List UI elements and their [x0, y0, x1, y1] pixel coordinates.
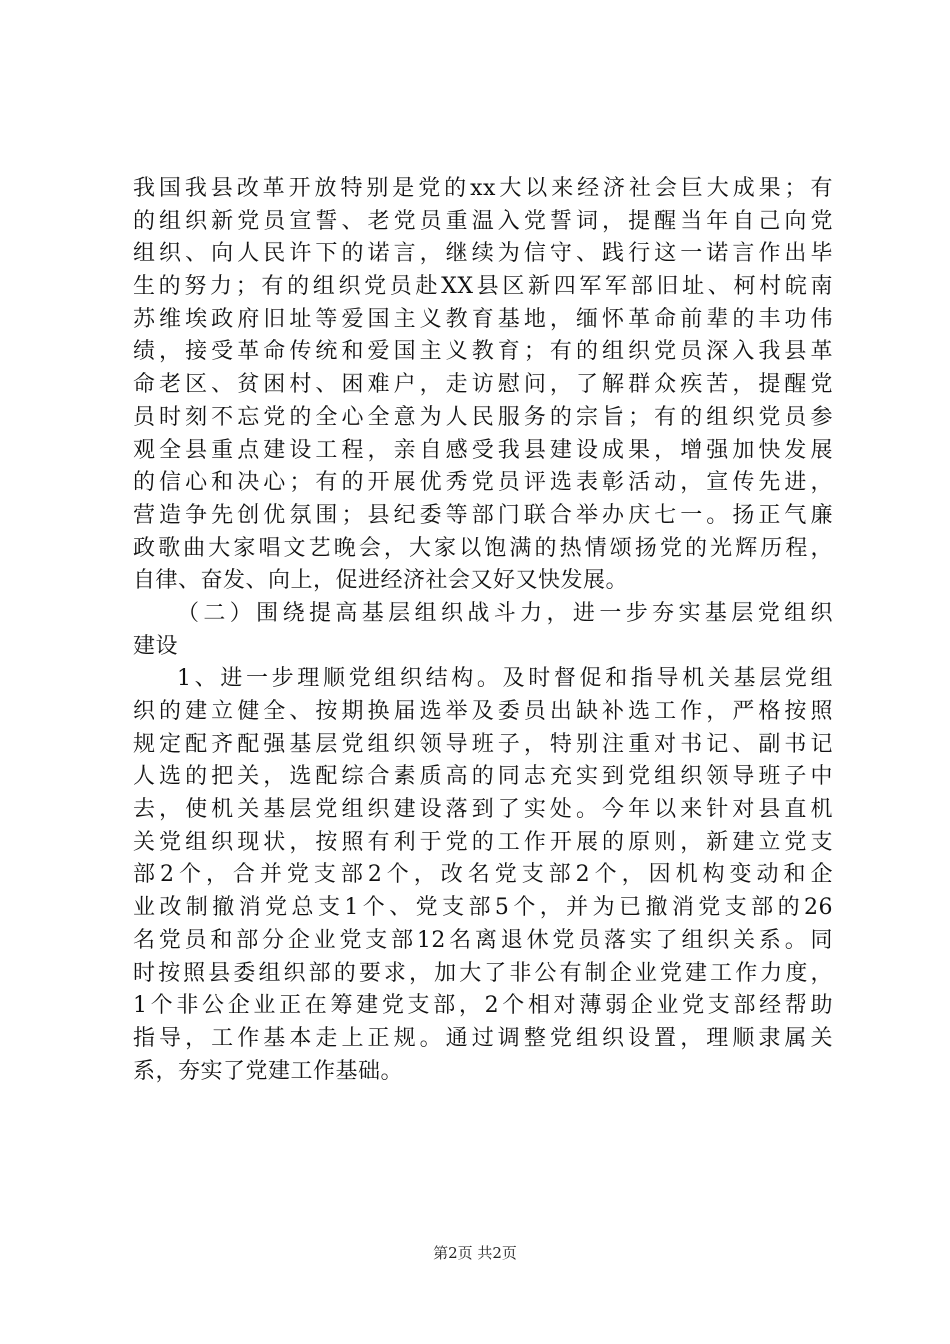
text-line: 名党员和部分企业党支部12名离退休党员落实了组织关系。同 [133, 927, 833, 953]
text-line: 织的建立健全、按期换届选举及委员出缺补选工作，严格按照 [133, 699, 833, 724]
text-line: 时按照县委组织部的要求，加大了非公有制企业党建工作力度， [133, 960, 833, 986]
section-heading-line: 建设 [133, 633, 179, 659]
text-line: 观全县重点建设工程，亲自感受我县建设成果，增强加快发展 [133, 437, 833, 463]
paragraph-activities [133, 173, 833, 598]
text-line: 政歌曲大家唱文艺晚会，大家以饱满的热情颂扬党的光辉历程， [133, 535, 833, 561]
section-heading [133, 598, 833, 663]
text-line: 指导，工作基本走上正规。通过调整党组织设置，理顺隶属关 [133, 1025, 833, 1051]
text-line: 苏维埃政府旧址等爱国主义教育基地，缅怀革命前辈的丰功伟 [133, 306, 833, 332]
text-line: 的组织新党员宣誓、老党员重温入党誓词，提醒当年自己向党 [133, 208, 833, 234]
text-line: 1个非公企业正在筹建党支部，2个相对薄弱企业党支部经帮助 [133, 993, 833, 1019]
text-line: 的信心和决心；有的开展优秀党员评选表彰活动，宣传先进， [133, 470, 833, 496]
page-footer: 第2页 共2页 [433, 1244, 517, 1262]
text-line: 关党组织现状，按照有利于党的工作开展的原则，新建立党支 [133, 829, 833, 855]
text-line: 1、进一步理顺党组织结构。及时督促和指导机关基层党组 [177, 666, 833, 692]
text-line: 业改制撤消党总支1个、党支部5个，并为已撤消党支部的26 [133, 895, 833, 921]
text-line: 自律、奋发、向上，促进经济社会又好又快发展。 [133, 568, 629, 594]
document-body [133, 173, 833, 1088]
text-line: 绩，接受革命传统和爱国主义教育；有的组织党员深入我县革 [133, 339, 833, 365]
paragraph-party-structure [133, 663, 833, 1088]
text-line: 系，夯实了党建工作基础。 [133, 1058, 404, 1084]
text-line: 人选的把关，选配综合素质高的同志充实到党组织领导班子中 [133, 764, 833, 790]
text-line: 生的努力；有的组织党员赴XX县区新四军军部旧址、柯村皖南 [133, 274, 833, 300]
text-line: 命老区、贫困村、困难户，走访慰问，了解群众疾苦，提醒党 [133, 372, 833, 398]
text-line: 员时刻不忘党的全心全意为人民服务的宗旨；有的组织党员参 [133, 404, 833, 430]
text-line: 部2个，合并党支部2个，改名党支部2个，因机构变动和企 [133, 862, 833, 888]
text-line: 去，使机关基层党组织建设落到了实处。今年以来针对县直机 [133, 797, 833, 823]
text-line: 组织、向人民许下的诺言，继续为信守、践行这一诺言作出毕 [133, 241, 833, 267]
text-line: 我国我县改革开放特别是党的xx大以来经济社会巨大成果；有 [133, 176, 833, 201]
text-line: 规定配齐配强基层党组织领导班子，特别注重对书记、副书记 [133, 731, 833, 757]
section-heading-line: （二）围绕提高基层组织战斗力，进一步夯实基层党组织 [177, 600, 833, 626]
text-line: 营造争先创优氛围；县纪委等部门联合举办庆七一。扬正气廉 [133, 502, 833, 528]
